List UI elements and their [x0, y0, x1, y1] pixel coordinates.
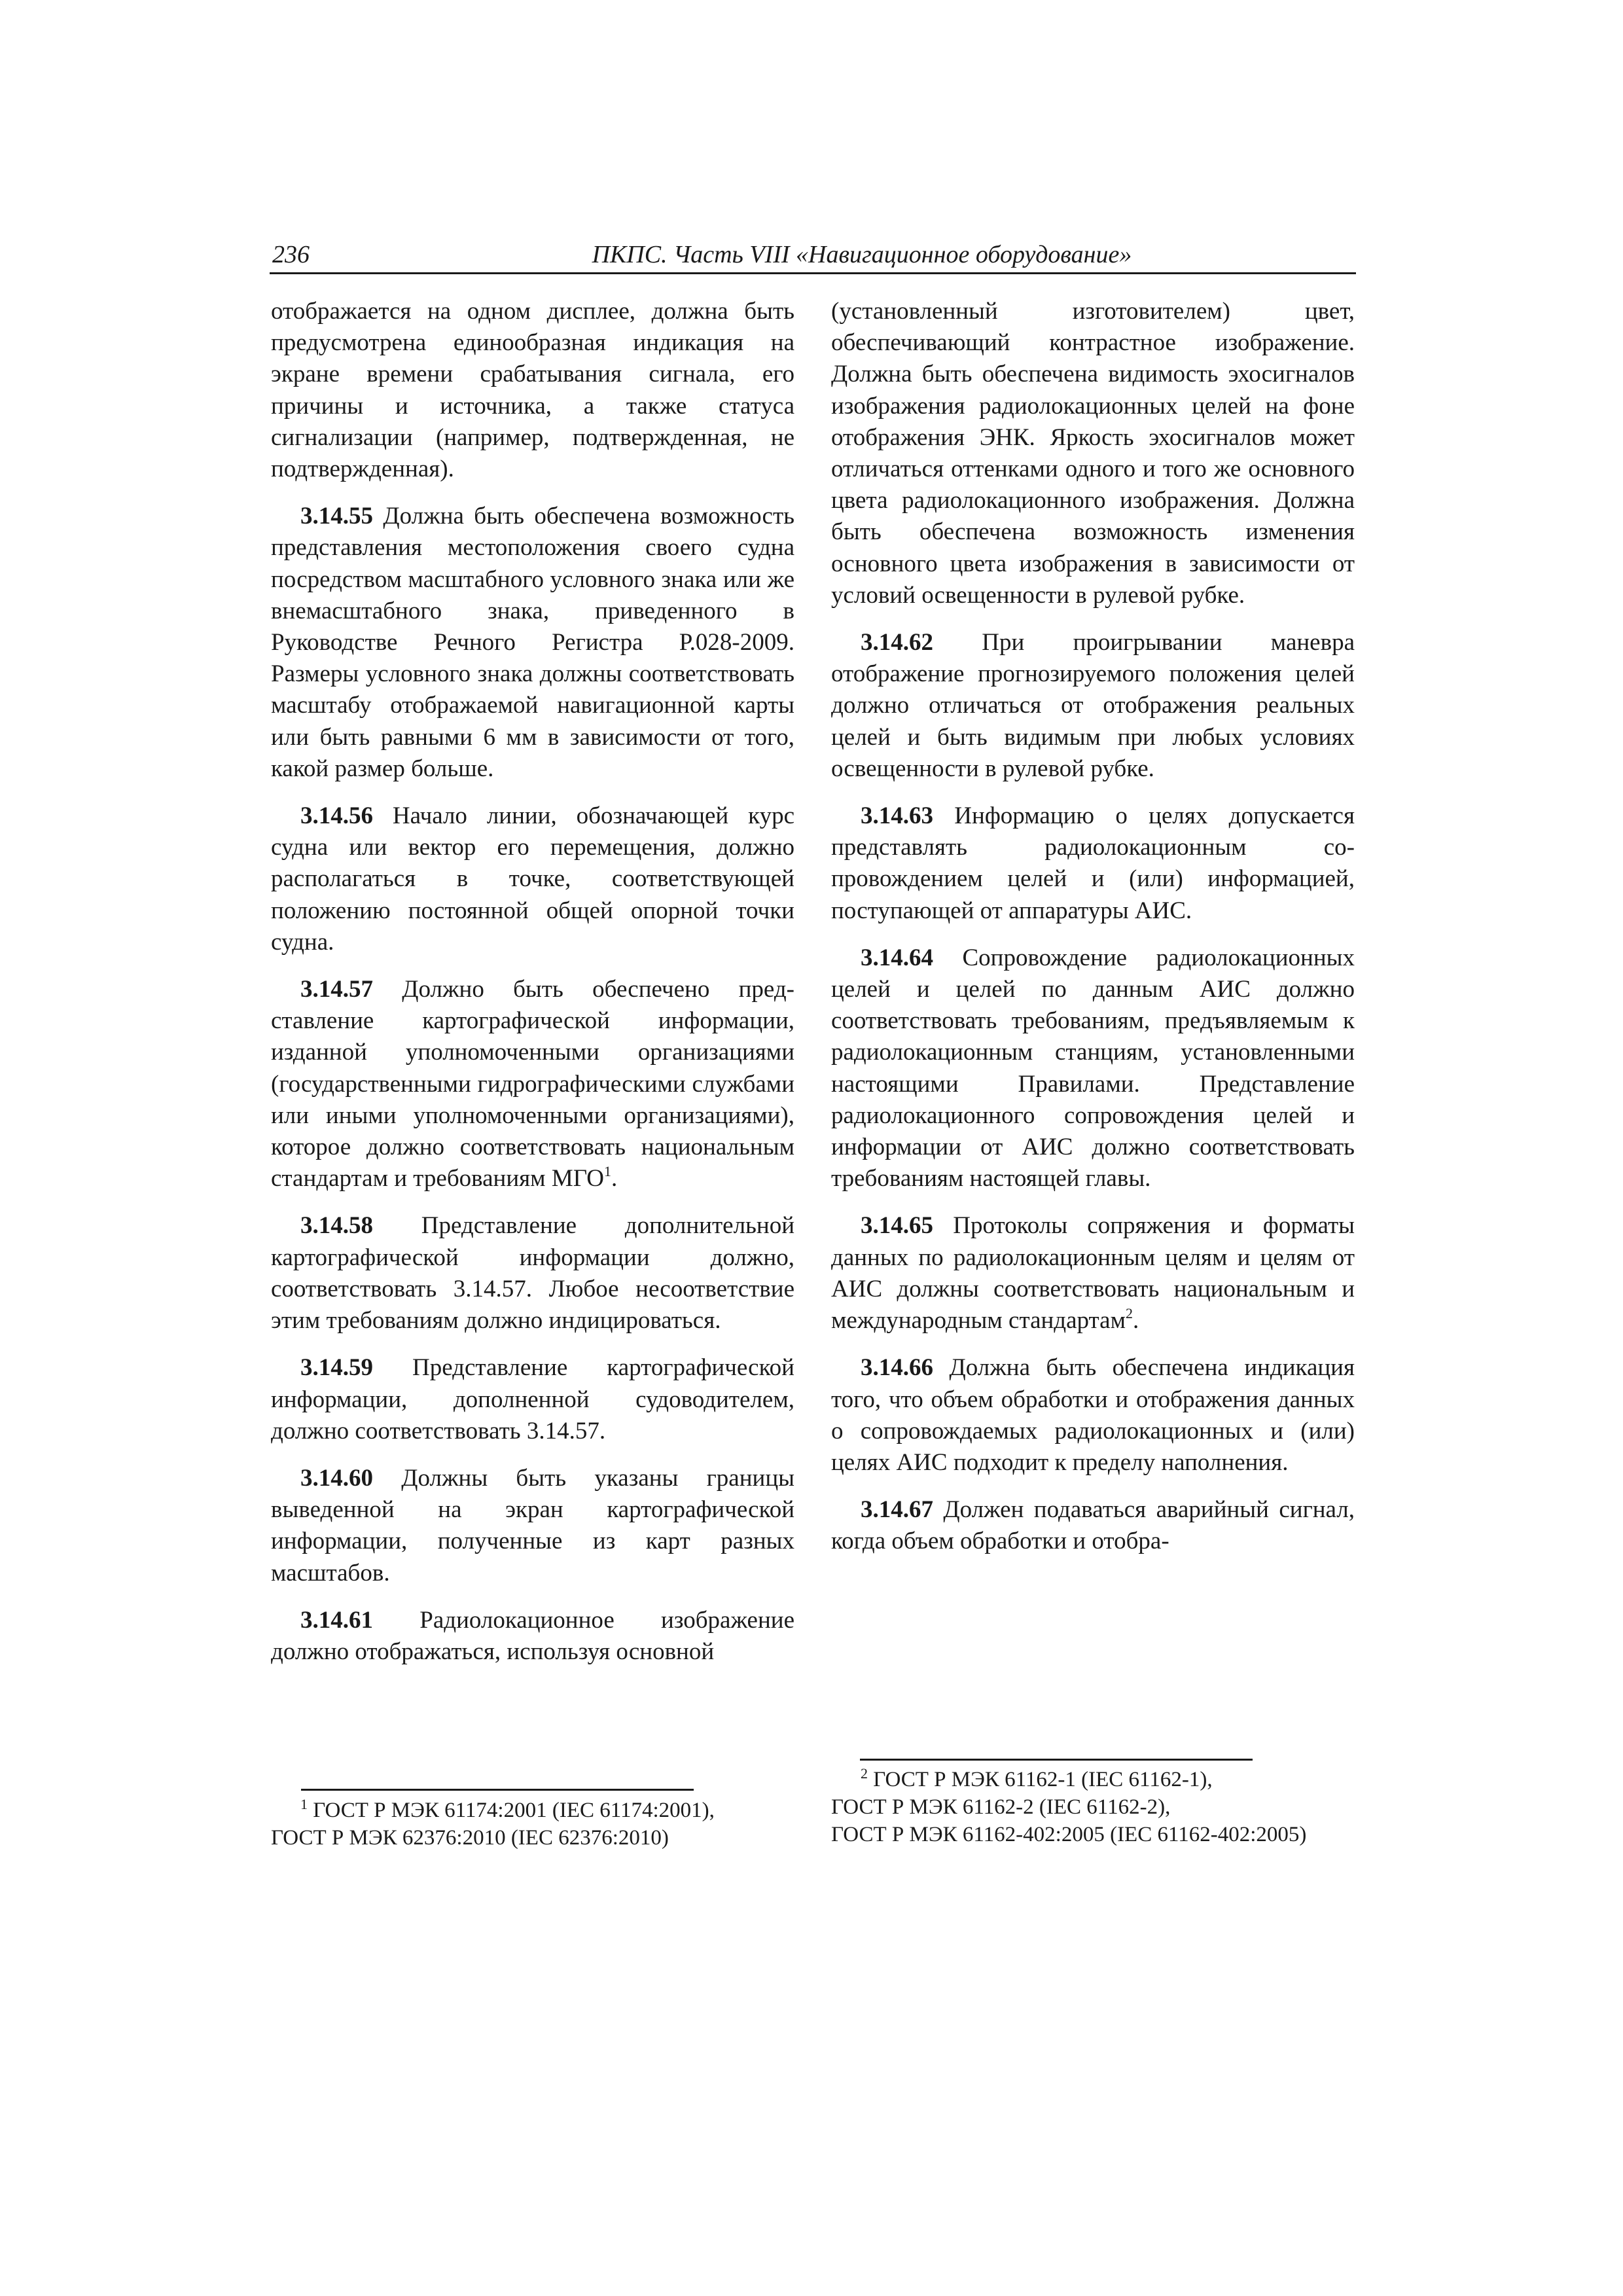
clause-text: Сопровождение радиолокационных целей и целей по данным АИС должно соответствовать требованиям, предъявляемым к радиолокационным станциям, установленными настоящими Правилами. Представление радиолокационного сопровождения целей и информации от АИС должно соответствовать требованиям настоящей главы. — [831, 944, 1355, 1193]
footnote-line — [831, 1766, 1368, 1793]
left-column — [271, 296, 794, 1683]
clause-text: При проигрывании маневра отображение прогнозируемого положения целей должно отличаться от отображения реальных целей и быть видимым при любых условиях освещенности в рулевой рубке. — [831, 629, 1355, 782]
clause-number: 3.14.63 — [861, 802, 933, 830]
paragraph-text: отображается на одном дисплее, должна быть предусмотрена единообразная индикация на экране времени срабатывания сигнала, его причины и источника, а также статуса сигнализации (например, подтвержденная, не подтвержденная). — [271, 298, 794, 483]
clause-number: 3.14.61 — [300, 1606, 373, 1634]
clause-number: 3.14.57 — [300, 976, 373, 1003]
footnote-line: ГОСТ Р МЭК 61162-2 (IEC 61162-2), — [831, 1795, 1171, 1819]
running-head: ПКПС. Часть VIII «Навигационное оборудование» — [592, 241, 1132, 268]
clause-3-14-64 — [831, 942, 1355, 1195]
footnote-2 — [831, 1766, 1368, 1848]
clause-3-14-58 — [271, 1210, 794, 1336]
clause-3-14-61 — [271, 1605, 794, 1668]
footnote-1 — [271, 1797, 808, 1852]
clause-3-14-56 — [271, 800, 794, 958]
clause-end: . — [1133, 1307, 1139, 1335]
clause-number: 3.14.58 — [300, 1212, 373, 1240]
clause-3-14-62 — [831, 627, 1355, 785]
clause-end: . — [611, 1165, 618, 1193]
clause-number: 3.14.56 — [300, 802, 373, 830]
footnote-marker: 2 — [861, 1765, 868, 1782]
clause-number: 3.14.66 — [861, 1354, 933, 1382]
footnote-text: ГОСТ Р МЭК 61174:2001 (IEC 61174:2001), — [313, 1799, 715, 1822]
footnote-ref-1: 1 — [603, 1162, 611, 1179]
clause-text: Представление дополнительной картографической информации должно, соответствовать 3.14.57. Любое несоответствие этим требованиям должно индицироваться. — [271, 1212, 795, 1335]
footnote-marker: 1 — [300, 1796, 308, 1812]
paragraph-text: (установленный изготовителем) цвет, обеспечивающий контрастное изображение. Должна быть обеспечена видимость эхосигналов изображения радиолокационных целей на фоне отображения ЭНК. Яркость эхосигналов может отличаться оттенками одного и того же основного цвета радиолокационного изображения. Должна быть обеспечена возможность изменения основного цвета изображения в зависимости от условий освещенности в рулевой рубке. — [831, 298, 1355, 609]
clause-text: Информацию о целях допускается представлять радиолокационным сопровождением целей и (или) информацией, поступающей от аппаратуры АИС. — [831, 802, 1355, 924]
clause-text: Должны быть указаны границы выведенной на экран картографической информации, полученные из карт разных масштабов. — [271, 1464, 794, 1587]
clause-3-14-59 — [271, 1352, 794, 1447]
footnote-ref-2: 2 — [1126, 1304, 1133, 1321]
clause-3-14-55 — [271, 501, 794, 785]
clause-3-14-63 — [831, 800, 1355, 927]
clause-3-14-67 — [831, 1494, 1355, 1557]
paragraph-continuation — [831, 296, 1355, 611]
footnote-line: ГОСТ Р МЭК 62376:2010 (IEC 62376:2010) — [271, 1826, 669, 1850]
clause-text: Должна быть обеспечена индикация того, что объем обработки и отображения данных о сопровождаемых радиолокационных и (или) целях АИС подходит к пределу наполнения. — [831, 1354, 1355, 1476]
clause-text: Протоколы сопряжения и форматы данных по радиолокационным целям и целям от АИС должны соответствовать национальным и международным стандартам — [831, 1212, 1355, 1335]
clause-text: Начало линии, обозначающей курс судна или вектор его перемещения, должно располагаться в точке, соответствующей положению постоянной общей опорной точки судна. — [271, 802, 795, 956]
paragraph-continuation — [271, 296, 794, 485]
clause-text: Должна быть обеспечена возможность представления местоположения своего судна посредством масштабного условного знака или же внемасштабного знака, приведенного в Руководстве Речного Регистра Р.028-2009. Размеры условного знака должны соответствовать масштабу отображаемой навигационной карты или быть равными 6 мм в зависимости от того, какой размер больше. — [271, 503, 794, 782]
clause-3-14-65 — [831, 1210, 1355, 1336]
clause-number: 3.14.65 — [861, 1212, 933, 1240]
footnote-line: ГОСТ Р МЭК 61162-402:2005 (IEC 61162-402:2005) — [831, 1823, 1307, 1846]
clause-text: Должно быть обеспечено представление картографической информации, изданной уполномоченными организациями (государственными гидрографическими службами или иными уполномоченными организациями), которое должно соответствовать национальным стандартам и требованиям МГО — [271, 976, 794, 1193]
clause-text: Представление картографической информации, дополненной судоводителем, должно соответствовать 3.14.57. — [271, 1354, 794, 1444]
right-column — [831, 296, 1355, 1573]
clause-number: 3.14.55 — [300, 503, 373, 530]
footnote-divider-left — [301, 1789, 694, 1791]
footnote-divider-right — [860, 1759, 1253, 1761]
clause-text: Должен подаваться аварийный сигнал, когда объем обработки и отобра- — [831, 1496, 1355, 1555]
clause-3-14-60 — [271, 1463, 794, 1589]
clause-number: 3.14.59 — [300, 1354, 373, 1382]
clause-text: Радиолокационное изображение должно отображаться, используя основной — [271, 1606, 794, 1665]
clause-3-14-66 — [831, 1352, 1355, 1479]
footnote-line — [271, 1797, 808, 1824]
clause-number: 3.14.64 — [861, 944, 933, 971]
page-number: 236 — [272, 241, 310, 268]
clause-number: 3.14.67 — [861, 1496, 933, 1524]
clause-number: 3.14.62 — [861, 629, 933, 656]
clause-number: 3.14.60 — [300, 1464, 373, 1492]
footnote-text: ГОСТ Р МЭК 61162-1 (IEC 61162-1), — [873, 1768, 1213, 1791]
page-header — [270, 240, 1356, 274]
clause-3-14-57 — [271, 974, 794, 1194]
